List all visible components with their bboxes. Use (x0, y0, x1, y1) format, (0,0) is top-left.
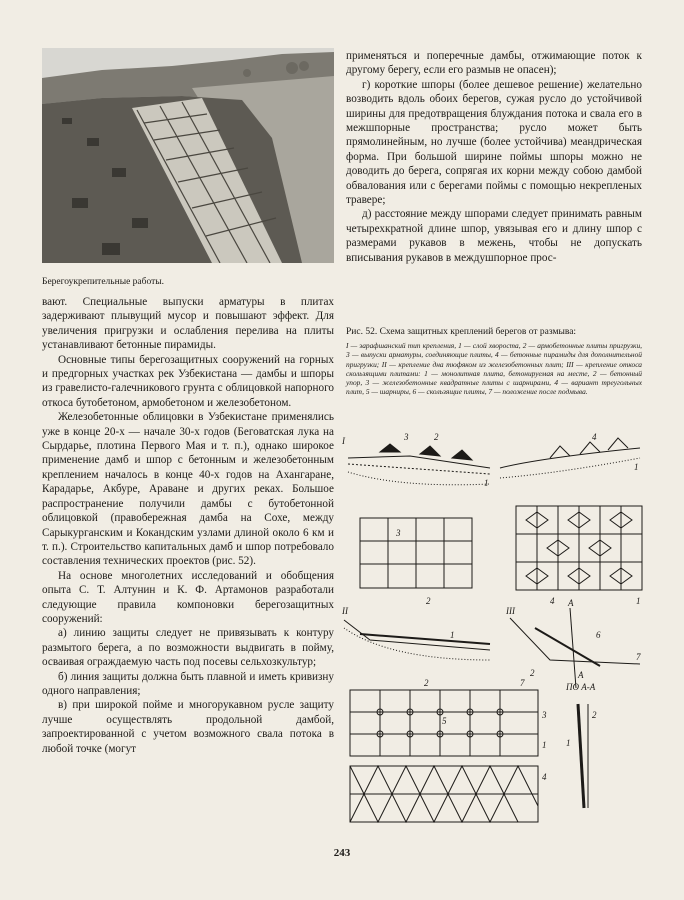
bank-protection-photo (42, 48, 334, 263)
callout-3: 3 (396, 528, 401, 538)
left-column (42, 295, 334, 756)
paragraph: д) расстояние между шпорами следует принимать равным четырехкратной длине шпор, увязывая его и длину шпор с размерами рукавов в межень, чтобы не допускать вписывания рукавов в междушпорное прос- (346, 208, 642, 264)
callout-5: 5 (442, 716, 447, 726)
section-mark: А (578, 670, 584, 680)
callout-4: 4 (542, 772, 547, 782)
section-mark: А (568, 598, 574, 608)
roman-label: III (506, 606, 515, 616)
callout-1: 1 (634, 462, 639, 472)
photo-illustration (42, 48, 334, 263)
right-column (346, 49, 642, 265)
page-number: 243 (333, 847, 351, 859)
paragraph: вают. Специальные выпуски арматуры в плитах задерживают плывущий мусор и повышают эффект. Для увеличения пригрузки и ослабления перелива на плиты устанавливают бетонные пирамиды. (42, 296, 334, 352)
paragraph: Основные типы берегозащитных сооружений на горных и предгорных участках рек Узбекистана — дамбы и шпоры из гравелисто-галечникового грунта с облицовкой напорного откоса бутобетоном, армобетоном и железобетоном. (42, 353, 334, 409)
callout-4: 4 (592, 432, 597, 442)
callout-1: 1 (566, 738, 571, 748)
callout-2: 2 (434, 432, 439, 442)
callout-7: 7 (520, 678, 525, 688)
paragraph: б) линия защиты должна быть плавной и иметь кривизну одного направления; (42, 670, 334, 697)
callout-7: 7 (636, 652, 641, 662)
callout-1: 1 (542, 740, 547, 750)
callout-1: 1 (636, 596, 641, 606)
callout-3: 3 (542, 710, 547, 720)
callout-3: 3 (404, 432, 409, 442)
callout-2: 2 (426, 596, 431, 606)
figure-legend: I — зарафшанский тип крепления, 1 — слой хвороста, 2 — армобетонные плиты пригрузки, 3 — выпуски арматуры, соединяющие плиты, 4 — бетонные пирамиды для дополнительной пригрузки; II — крепление дна тюфяком из железобетонных плит; III — крепление откоса скользящими плитами: 1 — монолитная плита, бетонируемая на месте, 2 — бетонный упор, 3 — железобетонные квадратные плиты с шарнирами, 4 — вариант треугольных плит, 5 — шарниры, 6 — скользящие плиты, 7 — положение после подмыва. (346, 341, 642, 397)
callout-6: 6 (596, 630, 601, 640)
paragraph: г) короткие шпоры (более дешевое решение) желательно возводить вдоль обоих берегов, сужая русло до устойчивой ширины для предотвращения блуждания потока и свала его в межшпорные пространства; русло может быть прямолинейным, но лучше (более устойчива) меандрическая форма. При большой ширине поймы шпоры можно не доводить до берега, сопрягая их корни между собою дамбой обвалования или с берегами поймы с помощью некрепленых травере; (346, 78, 642, 207)
callout-2: 2 (530, 668, 535, 678)
paragraph: применяться и поперечные дамбы, отжимающие поток к другому берегу, если его размыв не опасен); (346, 50, 642, 77)
paragraph: а) линию защиты следует не привязывать к контуру размытого берега, а по возможности выдвигать в пойму, осваивая ограждаемую часть под посевы сельхозкультур; (42, 627, 334, 669)
roman-label: II (342, 606, 348, 616)
callout-1: 1 (450, 630, 455, 640)
callout-1: 1 (484, 478, 489, 488)
paragraph: в) при широкой пойме и многорукавном русле защиту лучше осуществлять продольной дамбой, запроектированной с учетом возможного свала потока в любой точке (могут (42, 699, 334, 755)
callout-2: 2 (592, 710, 597, 720)
section-label: ПО А-А (566, 682, 596, 692)
paragraph: Железобетонные облицовки в Узбекистане применялись уже в конце 20-х — начале 30-х годов (Беговатская лука на Сырдарье, плотина Первого Мая и т. п.), однако широкое применение дамб и шпор с бетонным и железобетонным креплением началось в конце 40-х годов на Ахангаране, Карадарье, Акбуре, Араване и других реках. Большое распространение получили дамбы с бутобетонной облицовкой (правобережная дамба на Сохе, между Сарыкурганским и Кокандским узлами длиной около 6 км и т. п.). Строительство капитальных дамб и шпор потребовало составления технических проектов (рис. 52). (42, 411, 334, 568)
figure-title: Рис. 52. Схема защитных креплений берегов от размыва: (346, 327, 577, 337)
callout-4: 4 (550, 596, 555, 606)
photo-caption: Берегоукрепительные работы. (42, 277, 165, 287)
callout-2: 2 (424, 678, 429, 688)
paragraph: На основе многолетних исследований и обобщения опыта С. Т. Алтунин и К. Ф. Артамонов разработали следующие правила компоновки берегозащитных сооружений: (42, 569, 334, 625)
roman-label: I (342, 436, 345, 446)
technical-drawing (340, 428, 652, 828)
